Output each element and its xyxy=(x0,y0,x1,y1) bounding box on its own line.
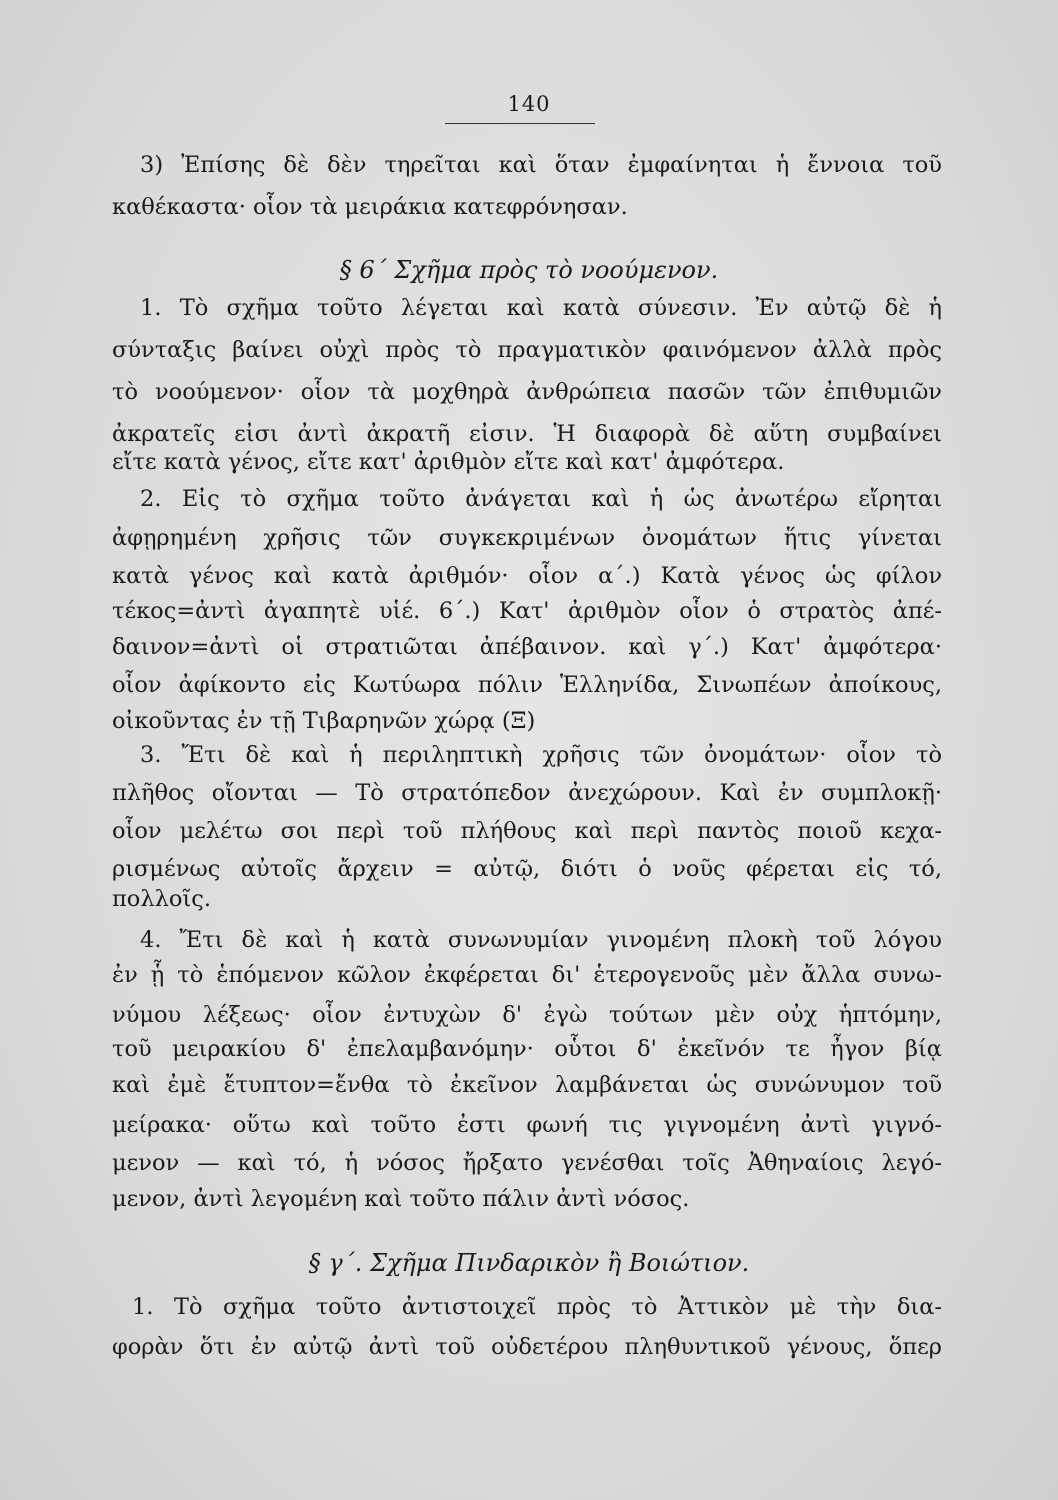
page-number: 140 xyxy=(507,92,551,116)
page-number-rule xyxy=(445,123,595,124)
text-line: οἷον μελέτω σοι περὶ τοῦ πλήθους καὶ περὶ παντὸς ποιοῦ κεχα- xyxy=(112,818,942,844)
section-heading: § γ΄. Σχῆμα Πινδαρικὸν ἢ Βοιώτιον. xyxy=(308,1249,750,1277)
text-line: 3) Ἐπίσης δὲ δὲν τηρεῖται καὶ ὅταν ἐμφαίνηται ἡ ἔννοια τοῦ xyxy=(140,152,942,178)
text-line: πολλοῖς. xyxy=(112,886,211,912)
text-line: μενον, ἀντὶ λεγομένη καὶ τοῦτο πάλιν ἀντὶ νόσος. xyxy=(112,1186,690,1212)
section-heading: § 6΄ Σχῆμα πρὸς τὸ νοούμενον. xyxy=(339,256,719,284)
text-line: ρισμένως αὐτοῖς ἄρχειν = αὐτῷ, διότι ὁ νοῦς φέρεται εἰς τό, xyxy=(112,856,942,882)
text-line: τοῦ μειρακίου δ' ἐπελαμβανόμην· οὗτοι δ' ἐκεῖνόν τε ἦγον βίᾳ xyxy=(112,1036,942,1062)
text-line: νύμου λέξεως· οἷον ἐντυχὼν δ' ἐγὼ τούτων μὲν οὐχ ἡπτόμην, xyxy=(112,1002,942,1028)
text-line: οἷον ἀφίκοντο εἰς Κωτύωρα πόλιν Ἑλληνίδα, Σινωπέων ἀποίκους, xyxy=(112,672,942,698)
text-line: 2. Εἰς τὸ σχῆμα τοῦτο ἀνάγεται καὶ ἡ ὡς ἀνωτέρω εἴρηται xyxy=(140,486,942,512)
text-line: 1. Τὸ σχῆμα τοῦτο ἀντιστοιχεῖ πρὸς τὸ Ἀττικὸν μὲ τὴν δια- xyxy=(132,1294,942,1320)
text-line: εἴτε κατὰ γένος, εἴτε κατ' ἀριθμὸν εἴτε καὶ κατ' ἀμφότερα. xyxy=(112,449,785,475)
text-line: μείρακα· οὕτω καὶ τοῦτο ἐστι φωνή τις γιγνομένη ἀντὶ γιγνό- xyxy=(112,1112,942,1138)
text-line: 1. Τὸ σχῆμα τοῦτο λέγεται καὶ κατὰ σύνεσιν. Ἐν αὐτῷ δὲ ἡ xyxy=(140,295,942,321)
text-line: φορὰν ὅτι ἐν αὐτῷ ἀντὶ τοῦ οὐδετέρου πληθυντικοῦ γένους, ὅπερ xyxy=(112,1334,942,1360)
text-line: τέκος=ἀντὶ ἀγαπητὲ υἱέ. 6΄.) Κατ' ἀριθμὸν οἷον ὁ στρατὸς ἀπέ- xyxy=(112,598,942,624)
text-line: σύνταξις βαίνει οὐχὶ πρὸς τὸ πραγματικὸν φαινόμενον ἀλλὰ πρὸς xyxy=(112,337,942,363)
text-line: καθέκαστα· οἷον τὰ μειράκια κατεφρόνησαν. xyxy=(112,194,628,220)
text-line: τὸ νοούμενον· οἷον τὰ μοχθηρὰ ἀνθρώπεια πασῶν τῶν ἐπιθυμιῶν xyxy=(112,379,942,405)
text-line: καὶ ἐμὲ ἔτυπτον=ἔνθα τὸ ἐκεῖνον λαμβάνεται ὡς συνώνυμον τοῦ xyxy=(112,1072,942,1098)
text-line: πλῆθος οἴονται — Τὸ στρατόπεδον ἀνεχώρουν. Καὶ ἐν συμπλοκῇ· xyxy=(112,780,942,806)
text-line: 4. Ἔτι δὲ καὶ ἡ κατὰ συνωνυμίαν γινομένη πλοκὴ τοῦ λόγου xyxy=(140,927,942,953)
text-line: οἰκοῦντας ἐν τῇ Τιβαρηνῶν χώρᾳ (Ξ) xyxy=(112,708,536,734)
text-line: 3. Ἔτι δὲ καὶ ἡ περιληπτικὴ χρῆσις τῶν ὀνομάτων· οἷον τὸ xyxy=(140,742,942,768)
text-line: μενον — καὶ τό, ἡ νόσος ἤρξατο γενέσθαι τοῖς Ἀθηναίοις λεγό- xyxy=(112,1150,942,1176)
text-line: ἀκρατεῖς εἰσι ἀντὶ ἀκρατῆ εἰσιν. Ἡ διαφορὰ δὲ αὕτη συμβαίνει xyxy=(112,421,942,447)
text-line: ἀφῃρημένη χρῆσις τῶν συγκεκριμένων ὀνομάτων ἥτις γίνεται xyxy=(112,525,942,551)
text-line: ἐν ᾗ τὸ ἑπόμενον κῶλον ἐκφέρεται δι' ἑτερογενοῦς μὲν ἄλλα συνω- xyxy=(112,962,942,988)
text-line: κατὰ γένος καὶ κατὰ ἀριθμόν· οἷον α΄.) Κατὰ γένος ὡς φίλον xyxy=(112,563,942,589)
text-line: δαινον=ἀντὶ οἱ στρατιῶται ἀπέβαινον. καὶ γ΄.) Κατ' ἀμφότερα· xyxy=(112,634,942,660)
